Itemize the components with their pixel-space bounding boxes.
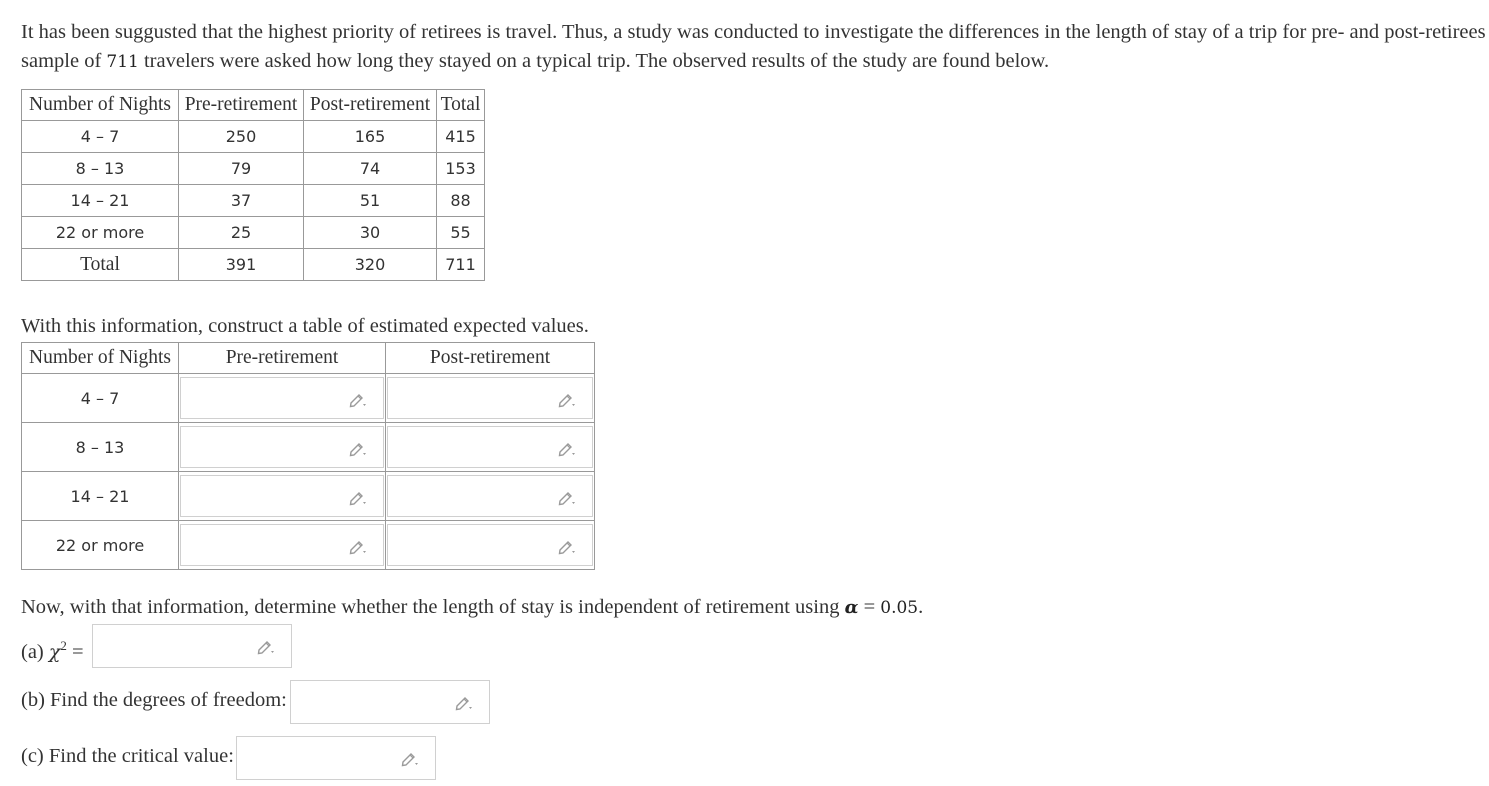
observed-cell: 74	[304, 153, 437, 185]
expected-cell	[386, 521, 595, 570]
observed-cell: 250	[179, 121, 304, 153]
expected-cell	[179, 374, 386, 423]
degrees-of-freedom-label: (b) Find the degrees of freedom:	[21, 689, 287, 711]
observed-header: Pre-retirement	[179, 90, 304, 121]
observed-table	[21, 89, 485, 281]
expected-input[interactable]	[387, 377, 593, 419]
table-row	[22, 185, 485, 217]
intro-line-1: It has been suggusted that the highest priority of retirees is travel. Thus, a study was conducted to investigate the differences in the length of stay of a trip for pre- and post-retirees	[21, 21, 1486, 43]
observed-cell: 4 – 7	[22, 121, 179, 153]
table-row	[22, 472, 595, 521]
observed-cell: 25	[179, 217, 304, 249]
independence-text: Now, with that information, determine whether the length of stay is independent of retirement using	[21, 596, 845, 618]
observed-cell: 153	[437, 153, 485, 185]
observed-cell: 30	[304, 217, 437, 249]
chi-square-input[interactable]	[92, 624, 292, 668]
expected-table	[21, 342, 595, 570]
degrees-of-freedom-input[interactable]	[290, 680, 490, 724]
pencil-icon[interactable]	[558, 539, 578, 555]
table-row	[22, 217, 485, 249]
a-equals: =	[66, 640, 84, 663]
observed-cell: 165	[304, 121, 437, 153]
alpha-value: 0.05	[880, 598, 919, 618]
observed-cell: 415	[437, 121, 485, 153]
expected-header: Number of Nights	[22, 343, 179, 374]
observed-cell: 711	[437, 249, 485, 281]
expected-input[interactable]	[180, 475, 384, 517]
pencil-icon[interactable]	[349, 441, 369, 457]
table-row	[22, 374, 595, 423]
expected-input[interactable]	[180, 377, 384, 419]
observed-cell: 391	[179, 249, 304, 281]
intro-text-a: sample of	[21, 50, 107, 72]
expected-header-row	[22, 343, 595, 374]
table-row	[22, 521, 595, 570]
table-row	[22, 423, 595, 472]
pencil-icon[interactable]	[558, 490, 578, 506]
pencil-icon[interactable]	[455, 695, 475, 711]
expected-input[interactable]	[387, 426, 593, 468]
table-row-total	[22, 249, 485, 281]
table-row	[22, 121, 485, 153]
expected-cell	[179, 521, 386, 570]
expected-header: Post-retirement	[386, 343, 595, 374]
sample-size: 711	[106, 52, 139, 72]
pencil-icon[interactable]	[349, 490, 369, 506]
a-label: (a)	[21, 640, 49, 663]
expected-input[interactable]	[180, 426, 384, 468]
pencil-icon[interactable]	[558, 441, 578, 457]
observed-header: Number of Nights	[22, 90, 179, 121]
critical-value-input[interactable]	[236, 736, 436, 780]
observed-header: Total	[437, 90, 485, 121]
alpha-symbol: α	[844, 597, 859, 618]
expected-header: Pre-retirement	[179, 343, 386, 374]
critical-value-label: (c) Find the critical value:	[21, 745, 234, 767]
pencil-icon[interactable]	[257, 639, 277, 655]
pencil-icon[interactable]	[349, 539, 369, 555]
observed-cell: 22 or more	[22, 217, 179, 249]
pencil-icon[interactable]	[349, 392, 369, 408]
chi-symbol: χ	[48, 640, 61, 663]
expected-cell	[179, 423, 386, 472]
observed-cell: 79	[179, 153, 304, 185]
observed-cell: 320	[304, 249, 437, 281]
observed-cell: 88	[437, 185, 485, 217]
expected-cell	[179, 472, 386, 521]
table-row	[22, 153, 485, 185]
expected-input[interactable]	[387, 524, 593, 566]
expected-cell	[386, 472, 595, 521]
expected-row-label: 22 or more	[22, 521, 179, 570]
observed-header-row	[22, 90, 485, 121]
pencil-icon[interactable]	[401, 751, 421, 767]
expected-cell	[386, 423, 595, 472]
observed-header: Post-retirement	[304, 90, 437, 121]
expected-cell	[386, 374, 595, 423]
period: .	[918, 596, 924, 618]
observed-cell: 55	[437, 217, 485, 249]
pencil-icon[interactable]	[558, 392, 578, 408]
expected-row-label: 14 – 21	[22, 472, 179, 521]
expected-instruction: With this information, construct a table of estimated expected values.	[21, 315, 589, 337]
equals-sign: =	[858, 596, 881, 618]
expected-row-label: 4 – 7	[22, 374, 179, 423]
observed-cell: 51	[304, 185, 437, 217]
chi-square-label	[21, 631, 84, 667]
expected-input[interactable]	[387, 475, 593, 517]
expected-input[interactable]	[180, 524, 384, 566]
observed-cell: 8 – 13	[22, 153, 179, 185]
chi-exponent: 2	[60, 638, 67, 653]
observed-cell: 37	[179, 185, 304, 217]
intro-text-b: travelers were asked how long they stayed on a typical trip. The observed results of the study are found below.	[138, 50, 1050, 72]
observed-cell: Total	[22, 249, 179, 281]
intro-line-2	[21, 47, 1049, 77]
independence-question	[21, 593, 923, 623]
expected-row-label: 8 – 13	[22, 423, 179, 472]
observed-cell: 14 – 21	[22, 185, 179, 217]
